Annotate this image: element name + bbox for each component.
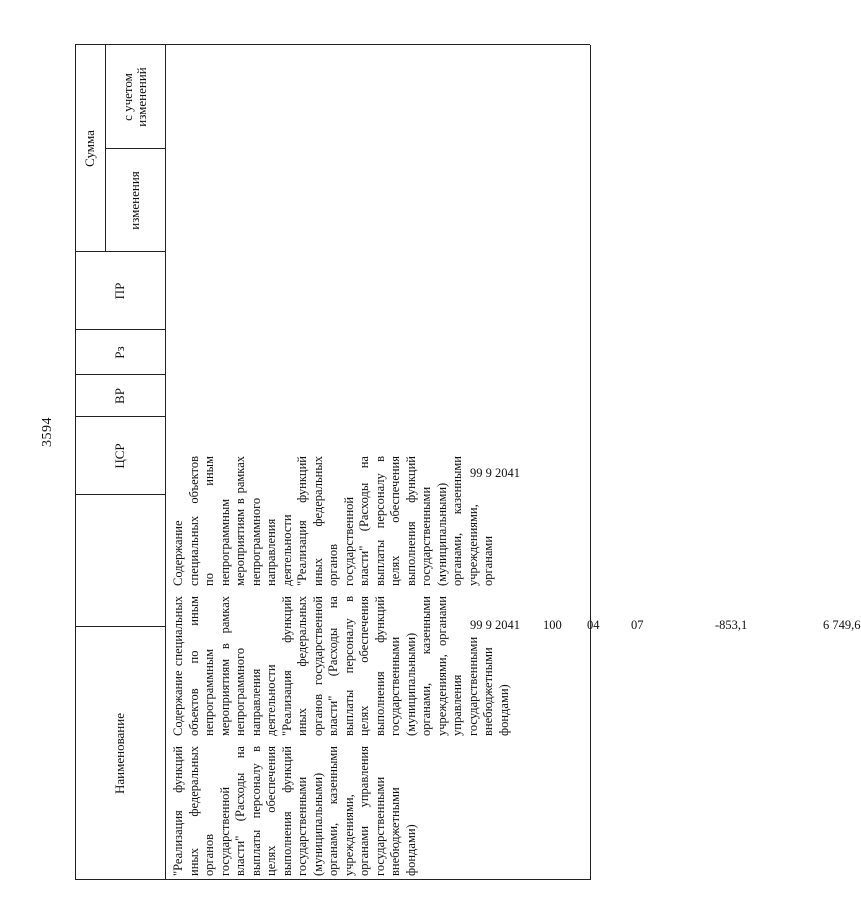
header-name: Наименование	[112, 713, 127, 794]
row-3-name: Содержание специальных объектов по иным непрограммным мероприятиям в рамках непрограммного направления деятельности "Реализация функций иных федеральных органов государственной власти" (Расходы на выплаты персоналу в целях обеспечения выполнения функций государственными (муниципальными) органами, казенными учреждениями, органами	[171, 456, 495, 586]
row-2-rz: 04	[587, 618, 600, 632]
row-2-csr: 99 9 2041	[470, 618, 520, 632]
row-2-vr: 100	[543, 618, 562, 632]
header-rz: Рз	[112, 346, 127, 359]
header-with-change: с учетом изменений	[120, 67, 149, 127]
row-1-name: "Реализация функций иных федеральных органов государственной власти" (Расходы на выплаты персоналу в целях обеспечения выполнения функций государственными (муниципальными) органами, казенными учреждениями, органами управления государственными внебюджетными фондами)	[171, 746, 418, 876]
budget-table	[75, 45, 861, 880]
header-change: изменения	[127, 171, 142, 230]
header-pr: ПР	[112, 282, 127, 300]
row-2-change: -853,1	[715, 618, 748, 632]
row-2-with-change: 6 749,6	[823, 618, 861, 632]
rotated-page-content	[75, 45, 861, 880]
page-number: 3594	[40, 417, 55, 447]
header-csr: ЦСР	[112, 443, 127, 469]
row-2-name: Содержание специальных объектов по иным непрограммным мероприятиям в рамках непрограммного направления деятельности "Реализация функций иных федеральных органов государственной власти" (Расходы на выплаты персоналу в целях обеспечения выполнения функций государственными (муниципальными) органами, казенными учреждениями, органами управления государственными внебюджетными фондами)	[171, 596, 511, 736]
row-3-csr: 99 9 2041	[470, 466, 520, 480]
row-2-pr: 07	[631, 618, 644, 632]
header-vr: ВР	[112, 388, 127, 404]
header-sum: Сумма	[82, 130, 97, 167]
